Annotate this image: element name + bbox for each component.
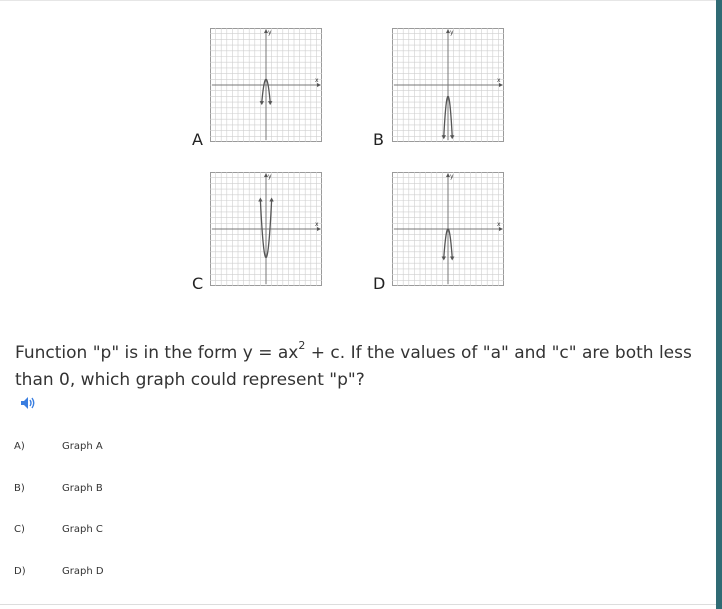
question-part-2: + c. If the values of "a" and "c" are both less than 0, which graph could represent "p"? [15,343,692,390]
graph-a-label: A [192,130,203,149]
top-divider [0,0,716,1]
graph-d-plot [392,172,504,286]
y-axis-label: y [450,173,454,180]
choice-a-text: Graph A [62,441,103,452]
graph-d-label: D [373,274,386,293]
choice-c-text: Graph C [62,524,103,535]
x-axis-label: x [315,221,319,228]
choice-c[interactable] [0,520,300,550]
x-axis-label: x [315,77,319,84]
x-axis-label: x [497,221,501,228]
y-axis-label: y [268,173,272,180]
choice-d-text: Graph D [62,566,104,577]
choice-c-letter: C) [14,524,25,535]
graph-c [210,172,322,286]
graph-c-plot [210,172,322,286]
bottom-divider [0,604,716,605]
graph-b [392,28,504,142]
graph-d [392,172,504,286]
graph-b-plot [392,28,504,142]
x-axis-label: x [497,77,501,84]
choice-d[interactable] [0,562,300,592]
graph-c-label: C [192,274,204,293]
graph-b-label: B [373,130,384,149]
question-part-1: Function "p" is in the form y = ax [15,343,299,363]
choice-a-letter: A) [14,441,25,452]
choice-d-letter: D) [14,566,26,577]
y-axis-label: y [450,29,454,36]
y-axis-label: y [268,29,272,36]
graph-a-plot [210,28,322,142]
choice-b-text: Graph B [62,483,103,494]
question-exponent: 2 [298,339,306,353]
graph-a [210,28,322,142]
right-edge-bar [716,0,722,609]
choice-b[interactable] [0,479,300,509]
choice-a[interactable] [0,437,300,467]
speaker-icon[interactable] [19,395,37,411]
question-text [15,340,695,394]
choice-b-letter: B) [14,483,25,494]
